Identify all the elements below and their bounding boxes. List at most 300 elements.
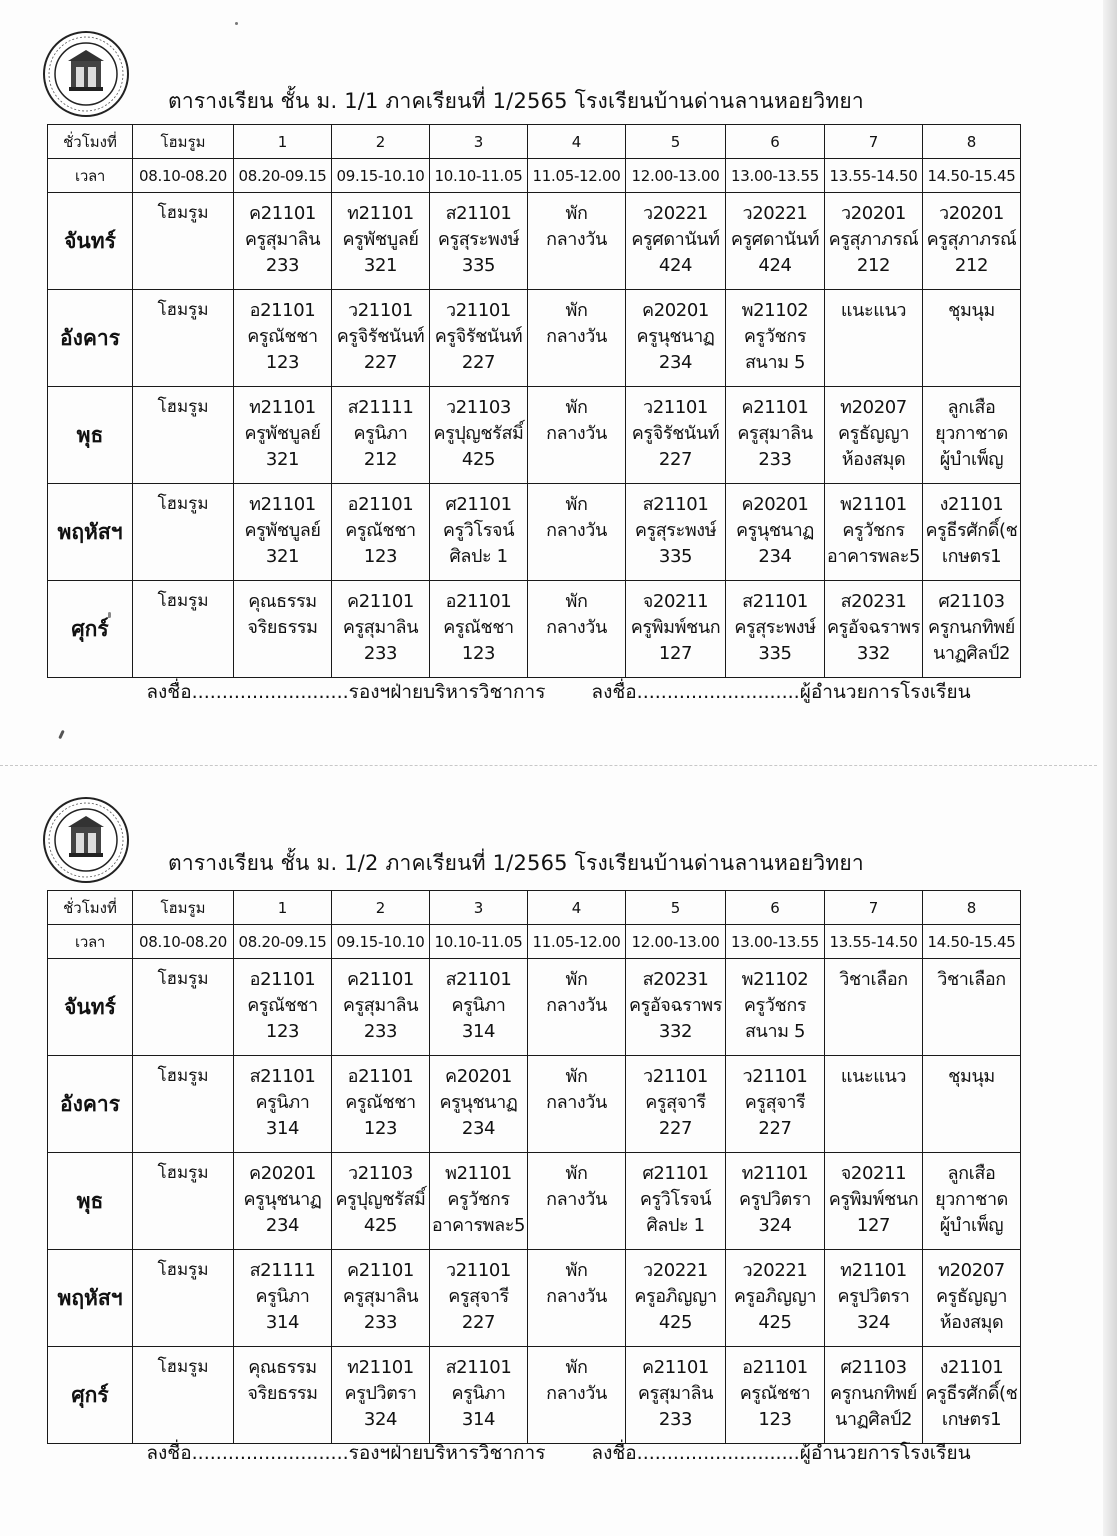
subject-code: ส21101: [249, 1066, 316, 1087]
subject-code: ว20221: [643, 203, 708, 224]
room-name: 123: [265, 1021, 300, 1042]
room-name: อาคารพละ5: [826, 546, 921, 567]
period-time: 09.15-10.10: [332, 159, 430, 193]
teacher-name: กลางวัน: [546, 229, 607, 250]
teacher-name: ครูกนกทิพย์: [928, 617, 1015, 638]
room-name: 324: [363, 1409, 398, 1430]
subject-code: ว20221: [742, 1260, 808, 1281]
timetable-grid: [47, 890, 1021, 1444]
class-cell: [528, 193, 626, 290]
period-number: 3: [430, 891, 528, 925]
class-cell-content: [528, 1056, 625, 1116]
class-cell-content: [923, 484, 1020, 570]
class-cell-content: [430, 484, 527, 570]
subject-code: พัก: [565, 203, 588, 224]
period-time: 11.05-12.00: [528, 925, 626, 959]
class-cell: [923, 581, 1021, 678]
period-number: 4: [528, 891, 626, 925]
room-name: สนาม 5: [744, 1021, 806, 1042]
period-number: 6: [726, 891, 825, 925]
page-fold-line: [0, 765, 1097, 766]
teacher-name: ครูวัชกร: [743, 326, 807, 347]
room-name: 123: [461, 643, 496, 664]
homeroom-cell: โฮมรูม: [133, 1153, 234, 1250]
homeroom-cell: โฮมรูม: [133, 1347, 234, 1444]
class-cell: [726, 484, 825, 581]
class-cell: [528, 484, 626, 581]
subject-code: ง21101: [939, 494, 1004, 515]
class-cell-content: [234, 387, 331, 473]
homeroom-cell: โฮมรูม: [133, 193, 234, 290]
subject-code: พ21101: [445, 1163, 512, 1184]
period-time: 10.10-11.05: [430, 925, 528, 959]
teacher-name: ยุวกาชาด: [935, 1189, 1008, 1210]
subject-code: ท21101: [840, 1260, 907, 1281]
teacher-name: ครูสุภาภรณ์: [926, 229, 1017, 250]
scanned-page-edge: [1103, 0, 1117, 1536]
class-cell: [430, 1056, 528, 1153]
period-time: 08.20-09.15: [234, 925, 332, 959]
class-cell: [626, 290, 726, 387]
subject-code: ค21101: [347, 969, 414, 990]
class-cell-content: [825, 193, 922, 279]
day-row: [48, 484, 1021, 581]
subject-code: ท21101: [347, 203, 414, 224]
subject-code: แนะแนว: [840, 1066, 907, 1087]
class-cell: [825, 484, 923, 581]
class-cell-content: [726, 193, 824, 279]
class-cell: [234, 959, 332, 1056]
class-cell-content: [923, 1347, 1020, 1433]
subject-code: ศ21103: [840, 1357, 907, 1378]
timetable-title: ตารางเรียน ชั้น ม. 1/2 ภาคเรียนที่ 1/2565 โรงเรียนบ้านด่านลานหอยวิทยา: [168, 851, 864, 875]
teacher-name: กลางวัน: [546, 326, 607, 347]
class-cell-content: [726, 1250, 824, 1336]
class-cell: [528, 1250, 626, 1347]
room-name: 425: [461, 449, 496, 470]
class-cell-content: [825, 959, 922, 993]
subject-code: อ21101: [249, 969, 316, 990]
teacher-name: ครูอภิญญา: [733, 1286, 817, 1307]
room-name: 234: [658, 352, 693, 373]
room-name: 314: [461, 1409, 496, 1430]
teacher-name: ครูณัชชา: [345, 520, 416, 541]
class-cell: [332, 1153, 430, 1250]
day-label: พฤหัสฯ: [48, 1250, 133, 1347]
teacher-name: ครูศดานันท์: [730, 229, 820, 250]
class-cell: [332, 581, 430, 678]
teacher-name: ครูปวิตรา: [344, 1383, 417, 1404]
teacher-name: ครูสุระพงษ์: [437, 229, 520, 250]
period-header-row: [48, 125, 1021, 159]
school-logo-seal: [42, 796, 130, 884]
subject-code: ว21101: [348, 300, 413, 321]
class-cell: [528, 1347, 626, 1444]
class-cell-content: [825, 1153, 922, 1239]
class-cell: [626, 484, 726, 581]
subject-code: แนะแนว: [840, 300, 907, 321]
day-row: [48, 193, 1021, 290]
class-cell-content: [923, 387, 1020, 473]
class-cell: [332, 193, 430, 290]
teacher-name: ครูวิโรจน์: [442, 520, 515, 541]
room-name: 332: [856, 643, 891, 664]
day-label: พฤหัสฯ: [48, 484, 133, 581]
class-cell-content: [430, 1153, 527, 1239]
teacher-name: ครูสุมาลิน: [244, 229, 321, 250]
subject-code: พ21102: [741, 300, 809, 321]
subject-code: ค20201: [741, 494, 809, 515]
subject-code: พัก: [565, 494, 588, 515]
class-cell: [234, 193, 332, 290]
class-cell-content: [825, 387, 922, 473]
class-cell-content: [923, 193, 1020, 279]
class-cell-content: [726, 1153, 824, 1239]
teacher-name: ครูศดานันท์: [631, 229, 720, 250]
subject-code: ค20201: [249, 1163, 316, 1184]
subject-code: พัก: [565, 591, 588, 612]
class-cell-content: [825, 290, 922, 324]
period-number: 4: [528, 125, 626, 159]
teacher-name: กลางวัน: [546, 1383, 607, 1404]
period-header-label: ชั่วโมงที่: [48, 891, 133, 925]
period-time: 09.15-10.10: [332, 925, 430, 959]
period-time: 13.00-13.55: [726, 925, 825, 959]
period-number: 7: [825, 891, 923, 925]
room-name: ห้องสมุด: [939, 1312, 1004, 1333]
period-time: 14.50-15.45: [923, 925, 1021, 959]
class-cell: [234, 581, 332, 678]
class-cell-content: [528, 290, 625, 350]
class-cell-content: [726, 581, 824, 667]
subject-code: ส21101: [642, 494, 709, 515]
class-cell-content: [626, 387, 725, 473]
class-cell: [234, 290, 332, 387]
director-signature: ลงชื่อ...........................ผู้อำนวยการโรงเรียน: [591, 1442, 971, 1464]
room-name: 123: [363, 1118, 398, 1139]
class-cell-content: [332, 387, 429, 473]
timetable-grid: [47, 124, 1021, 678]
room-name: ผู้บำเพ็ญ: [939, 449, 1004, 470]
teacher-name: ครูพัชบูลย์: [342, 229, 419, 250]
time-row: [48, 925, 1021, 959]
room-name: 233: [363, 643, 398, 664]
period-header-row: [48, 891, 1021, 925]
room-name: 227: [461, 1312, 496, 1333]
period-header-label: ชั่วโมงที่: [48, 125, 133, 159]
teacher-name: ครูนิภา: [451, 1383, 506, 1404]
subject-code: อ21101: [742, 1357, 808, 1378]
teacher-name: ครูธีรศักดิ์(ช: [925, 1383, 1018, 1404]
class-cell-content: [234, 484, 331, 570]
teacher-name: ครูนิภา: [353, 423, 408, 444]
teacher-name: ครูอัจฉราพร: [628, 995, 723, 1016]
day-label: จันทร์: [48, 193, 133, 290]
subject-code: ส21111: [347, 397, 414, 418]
teacher-name: ครูปวิตรา: [739, 1189, 811, 1210]
teacher-name: ครูจิรัชนันท์: [336, 326, 425, 347]
room-name: 227: [758, 1118, 792, 1139]
room-name: 212: [954, 255, 989, 276]
room-name: 212: [856, 255, 891, 276]
class-cell: [528, 1153, 626, 1250]
subject-code: ลูกเสือ: [947, 1163, 996, 1184]
class-cell-content: [626, 1153, 725, 1239]
teacher-name: ยุวกาชาด: [935, 423, 1008, 444]
teacher-name: ครูพิมพ์ชนก: [630, 617, 721, 638]
class-cell-content: [726, 959, 824, 1045]
timetable-title: ตารางเรียน ชั้น ม. 1/1 ภาคเรียนที่ 1/2565 โรงเรียนบ้านด่านลานหอยวิทยา: [168, 89, 864, 113]
teacher-name: ครูณัชชา: [443, 617, 514, 638]
teacher-name: ครูธีรศักดิ์(ช: [925, 520, 1018, 541]
class-cell: [726, 1347, 825, 1444]
teacher-name: จริยธรรม: [247, 617, 318, 638]
class-cell-content: [234, 1153, 331, 1239]
subject-code: ส20231: [840, 591, 907, 612]
timetable-body: [48, 193, 1021, 678]
class-cell-content: [234, 193, 331, 279]
class-cell-content: [332, 193, 429, 279]
subject-code: จ20211: [642, 591, 709, 612]
class-cell: [332, 1347, 430, 1444]
class-cell: [626, 1056, 726, 1153]
period-time: 13.55-14.50: [825, 925, 923, 959]
class-cell: [726, 1250, 825, 1347]
class-cell: [825, 1056, 923, 1153]
subject-code: วิชาเลือก: [839, 969, 908, 990]
room-name: 127: [658, 643, 693, 664]
class-cell: [430, 1347, 528, 1444]
subject-code: ค21101: [347, 1260, 414, 1281]
period-time: 12.00-13.00: [626, 925, 726, 959]
day-row: [48, 1153, 1021, 1250]
class-cell: [825, 290, 923, 387]
subject-code: ว21103: [348, 1163, 413, 1184]
class-cell: [430, 290, 528, 387]
class-cell-content: [923, 581, 1020, 667]
subject-code: ศ21101: [445, 494, 512, 515]
class-cell-content: [923, 1250, 1020, 1336]
class-cell-content: [234, 1056, 331, 1142]
day-row: [48, 387, 1021, 484]
subject-code: ท21101: [249, 494, 316, 515]
homeroom-cell: โฮมรูม: [133, 387, 234, 484]
homeroom-time: 08.10-08.20: [133, 159, 234, 193]
subject-code: ค20201: [642, 300, 709, 321]
subject-code: อ21101: [347, 1066, 414, 1087]
period-number: 3: [430, 125, 528, 159]
room-name: 424: [758, 255, 792, 276]
day-label: อังคาร: [48, 290, 133, 387]
teacher-name: ครูนุชนาฏ: [439, 1092, 518, 1113]
day-row: [48, 1056, 1021, 1153]
teacher-name: ครูวิโรจน์: [639, 1189, 712, 1210]
class-cell: [726, 581, 825, 678]
teacher-name: ครูธัญญา: [935, 1286, 1008, 1307]
room-name: 227: [658, 449, 693, 470]
class-cell-content: [234, 581, 331, 641]
class-cell: [430, 1153, 528, 1250]
teacher-name: ครูปุญชรัสมิ์: [433, 423, 524, 444]
class-cell: [234, 1153, 332, 1250]
subject-code: พ21102: [741, 969, 809, 990]
class-cell: [332, 959, 430, 1056]
subject-code: ส21101: [742, 591, 808, 612]
class-cell-content: [430, 1250, 527, 1336]
teacher-name: กลางวัน: [546, 1286, 607, 1307]
class-cell-content: [626, 1250, 725, 1336]
class-cell: [626, 1250, 726, 1347]
class-cell-content: [626, 959, 725, 1045]
room-name: 234: [265, 1215, 300, 1236]
homeroom-cell: โฮมรูม: [133, 1250, 234, 1347]
subject-code: ท20207: [840, 397, 907, 418]
room-name: 233: [658, 1409, 693, 1430]
subject-code: อ21101: [249, 300, 316, 321]
homeroom-header: โฮมรูม: [133, 125, 234, 159]
class-cell-content: [234, 290, 331, 376]
day-label: อังคาร: [48, 1056, 133, 1153]
time-label: เวลา: [48, 159, 133, 193]
teacher-name: ครูณัชชา: [739, 1383, 811, 1404]
period-time: 12.00-13.00: [626, 159, 726, 193]
room-name: 233: [363, 1312, 398, 1333]
class-cell: [528, 290, 626, 387]
class-cell-content: [626, 484, 725, 570]
class-cell: [528, 581, 626, 678]
subject-code: ว21101: [742, 1066, 808, 1087]
class-cell-content: [528, 581, 625, 641]
room-name: 227: [658, 1118, 693, 1139]
room-name: 321: [265, 449, 300, 470]
room-name: ศิลปะ 1: [449, 546, 508, 567]
teacher-name: กลางวัน: [546, 995, 607, 1016]
scan-speck: [235, 22, 238, 25]
class-cell: [332, 1250, 430, 1347]
class-cell-content: [626, 581, 725, 667]
class-cell: [332, 1056, 430, 1153]
class-cell: [825, 1250, 923, 1347]
class-cell: [626, 387, 726, 484]
class-cell: [825, 1347, 923, 1444]
class-cell-content: [528, 387, 625, 447]
class-cell: [825, 581, 923, 678]
class-cell-content: [626, 1347, 725, 1433]
class-cell-content: [332, 1347, 429, 1433]
class-cell-content: [332, 1056, 429, 1142]
class-cell: [430, 387, 528, 484]
room-name: 424: [658, 255, 693, 276]
class-cell: [430, 959, 528, 1056]
teacher-name: ครูปุญชรัสมิ์: [335, 1189, 426, 1210]
class-cell-content: [430, 581, 527, 667]
class-cell: [726, 290, 825, 387]
subject-code: ชุมนุม: [948, 1066, 995, 1087]
teacher-name: ครูพิมพ์ชนก: [828, 1189, 919, 1210]
class-cell: [332, 387, 430, 484]
room-name: นาฏศิลป์2: [932, 643, 1011, 664]
class-cell-content: [626, 193, 725, 279]
period-number: 1: [234, 891, 332, 925]
room-name: 425: [658, 1312, 693, 1333]
teacher-name: ครูสุจารี: [645, 1092, 706, 1113]
subject-code: ท20207: [938, 1260, 1005, 1281]
period-time: 11.05-12.00: [528, 159, 626, 193]
class-cell-content: [528, 1250, 625, 1310]
class-cell-content: [332, 959, 429, 1045]
class-cell: [726, 193, 825, 290]
class-cell-content: [430, 959, 527, 1045]
class-cell-content: [825, 1056, 922, 1090]
class-cell-content: [825, 1250, 922, 1336]
homeroom-time: 08.10-08.20: [133, 925, 234, 959]
teacher-name: ครูนิภา: [451, 995, 506, 1016]
period-number: 5: [626, 891, 726, 925]
room-name: ห้องสมุด: [841, 449, 906, 470]
subject-code: ว20221: [742, 203, 808, 224]
subject-code: ส21101: [445, 1357, 512, 1378]
room-name: 335: [461, 255, 496, 276]
subject-code: ศ21101: [642, 1163, 709, 1184]
subject-code: ส21101: [445, 203, 512, 224]
teacher-name: ครูนุชนาฏ: [736, 520, 814, 541]
room-name: 233: [265, 255, 300, 276]
room-name: สนาม 5: [744, 352, 806, 373]
class-cell-content: [726, 484, 824, 570]
teacher-name: ครูกนกทิพย์: [830, 1383, 917, 1404]
class-cell: [923, 1250, 1021, 1347]
subject-code: พัก: [565, 397, 588, 418]
class-cell-content: [430, 290, 527, 376]
class-cell-content: [528, 193, 625, 253]
subject-code: ท21101: [347, 1357, 414, 1378]
subject-code: ง21101: [939, 1357, 1004, 1378]
subject-code: พัก: [565, 1260, 588, 1281]
class-cell-content: [234, 1347, 331, 1407]
room-name: 227: [461, 352, 496, 373]
subject-code: อ21101: [347, 494, 414, 515]
class-cell-content: [528, 1153, 625, 1213]
class-cell: [923, 484, 1021, 581]
teacher-name: ครูปวิตรา: [837, 1286, 910, 1307]
teacher-name: ครูพัชบูลย์: [244, 520, 321, 541]
room-name: 314: [265, 1118, 300, 1139]
teacher-name: ครูณัชชา: [345, 1092, 416, 1113]
day-label: ศุกร์: [48, 1347, 133, 1444]
class-cell-content: [923, 1153, 1020, 1239]
class-cell-content: [332, 1153, 429, 1239]
class-cell-content: [626, 1056, 725, 1142]
class-cell: [528, 1056, 626, 1153]
class-cell: [825, 959, 923, 1056]
teacher-name: ครูณัชชา: [247, 995, 318, 1016]
class-cell: [825, 193, 923, 290]
room-name: 321: [363, 255, 398, 276]
time-row: [48, 159, 1021, 193]
class-cell: [626, 193, 726, 290]
room-name: 314: [265, 1312, 300, 1333]
teacher-name: กลางวัน: [546, 617, 607, 638]
homeroom-cell: โฮมรูม: [133, 1056, 234, 1153]
period-number: 8: [923, 891, 1021, 925]
subject-code: ว21101: [446, 1260, 511, 1281]
subject-code: ว20201: [939, 203, 1004, 224]
class-cell: [923, 290, 1021, 387]
subject-code: ว20221: [643, 1260, 708, 1281]
teacher-name: ครูวัชกร: [447, 1189, 510, 1210]
teacher-name: ครูสุมาลิน: [637, 1383, 714, 1404]
class-cell-content: [430, 387, 527, 473]
